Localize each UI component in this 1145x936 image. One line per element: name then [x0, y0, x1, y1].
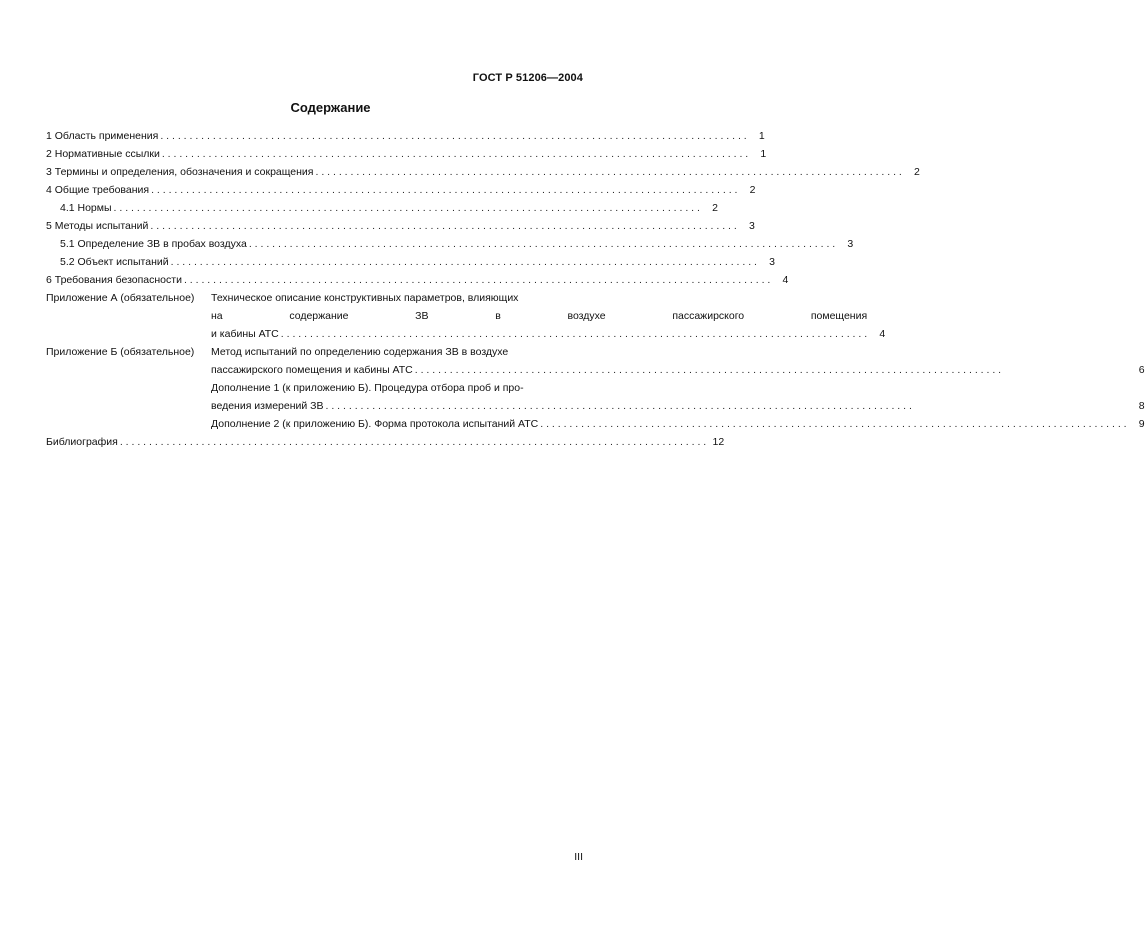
toc-entry-label: 5.2 Объект испытаний [60, 256, 169, 268]
toc-entry-page: 8 [1138, 400, 1145, 412]
toc-entry-bibliography[interactable] [46, 433, 725, 451]
toc-entry-page: 6 [1138, 364, 1145, 376]
toc-leader-dots [120, 433, 706, 451]
toc-entry-page: 2 [749, 184, 756, 196]
toc-entry-label: 3 Термины и определения, обозначения и сокращения [46, 166, 314, 178]
toc-leader-dots [151, 181, 737, 199]
toc-entry-page: 3 [769, 256, 775, 268]
toc-subentry[interactable] [46, 199, 718, 217]
toc-entry-label: Библиография [46, 436, 118, 448]
toc-entry-page: 3 [847, 238, 854, 250]
toc-leader-dots [162, 145, 748, 163]
appendix-a-title-line: на содержание ЗВ в воздухе пассажирского помещения [211, 310, 868, 322]
toc-leader-dots [184, 271, 770, 289]
toc-leader-dots [415, 361, 1127, 379]
appendix-b-last-line [211, 361, 1145, 379]
appendix-a-label: Приложение А (обязательное) [46, 292, 195, 304]
supplement-1-title-line[interactable]: Дополнение 1 (к приложению Б). Процедура отбора проб и про- [211, 382, 524, 394]
toc-entry-label: Дополнение 2 (к приложению Б). Форма протокола испытаний АТС [211, 418, 539, 430]
toc-leader-dots [540, 415, 1126, 433]
toc-entry-page: 4 [782, 274, 789, 286]
toc-entry-label: 5 Методы испытаний [46, 220, 149, 232]
toc-entry-page: 2 [914, 166, 920, 178]
toc-entry[interactable] [46, 145, 767, 163]
toc-entry[interactable] [46, 163, 920, 181]
toc-entry-page: 2 [712, 202, 718, 214]
toc-entry-page: 9 [1138, 418, 1145, 430]
toc-entry-label: 4.1 Нормы [60, 202, 112, 214]
toc-entry[interactable] [46, 217, 755, 235]
toc-entry-label: 4 Общие требования [46, 184, 150, 196]
toc-subentry[interactable] [46, 253, 775, 271]
toc-leader-dots [160, 127, 746, 145]
toc-entry-label: 1 Область применения [46, 130, 159, 142]
page-number: III [574, 851, 583, 863]
toc-subentry[interactable] [46, 235, 854, 253]
toc-entry-label: пассажирского помещения и кабины АТС [211, 364, 413, 376]
appendix-a-last-line [211, 325, 885, 343]
page-title: Содержание [290, 100, 371, 115]
toc-entry-label: 6 Требования безопасности [46, 274, 182, 286]
appendix-b-label: Приложение Б (обязательное) [46, 346, 195, 358]
toc-entry-page: 4 [879, 328, 886, 340]
toc-entry-page: 1 [758, 130, 765, 142]
toc-appendix-a[interactable] [46, 289, 886, 343]
toc-entry[interactable] [46, 271, 789, 289]
appendix-b-title-line: Метод испытаний по определению содержания ЗВ в воздухе [211, 346, 509, 358]
toc-leader-dots [249, 235, 835, 253]
supplement-1-last-line[interactable] [211, 397, 1145, 415]
toc-leader-dots [315, 163, 901, 181]
toc-entry[interactable] [46, 181, 756, 199]
toc-entry-label: и кабины АТС [211, 328, 279, 340]
appendix-a-title-line: Техническое описание конструктивных параметров, влияющих [211, 292, 519, 304]
toc-entry-label: ведения измерений ЗВ [211, 400, 324, 412]
toc-leader-dots [171, 253, 757, 271]
supplement-2-line[interactable] [211, 415, 1145, 433]
toc-entry-label: 2 Нормативные ссылки [46, 148, 160, 160]
toc-entry-page: 1 [760, 148, 767, 160]
toc-appendix-b[interactable] [46, 343, 1145, 433]
toc-entry[interactable] [46, 127, 765, 145]
toc-leader-dots [326, 397, 1127, 415]
toc-entry-label: 5.1 Определение ЗВ в пробах воздуха [60, 238, 247, 250]
toc-entry-page: 3 [748, 220, 755, 232]
table-of-contents [46, 127, 1145, 451]
toc-leader-dots [150, 217, 736, 235]
toc-leader-dots [281, 325, 867, 343]
toc-entry-page: 12 [712, 436, 725, 448]
standard-code: ГОСТ Р 51206—2004 [472, 72, 583, 84]
toc-leader-dots [114, 199, 700, 217]
